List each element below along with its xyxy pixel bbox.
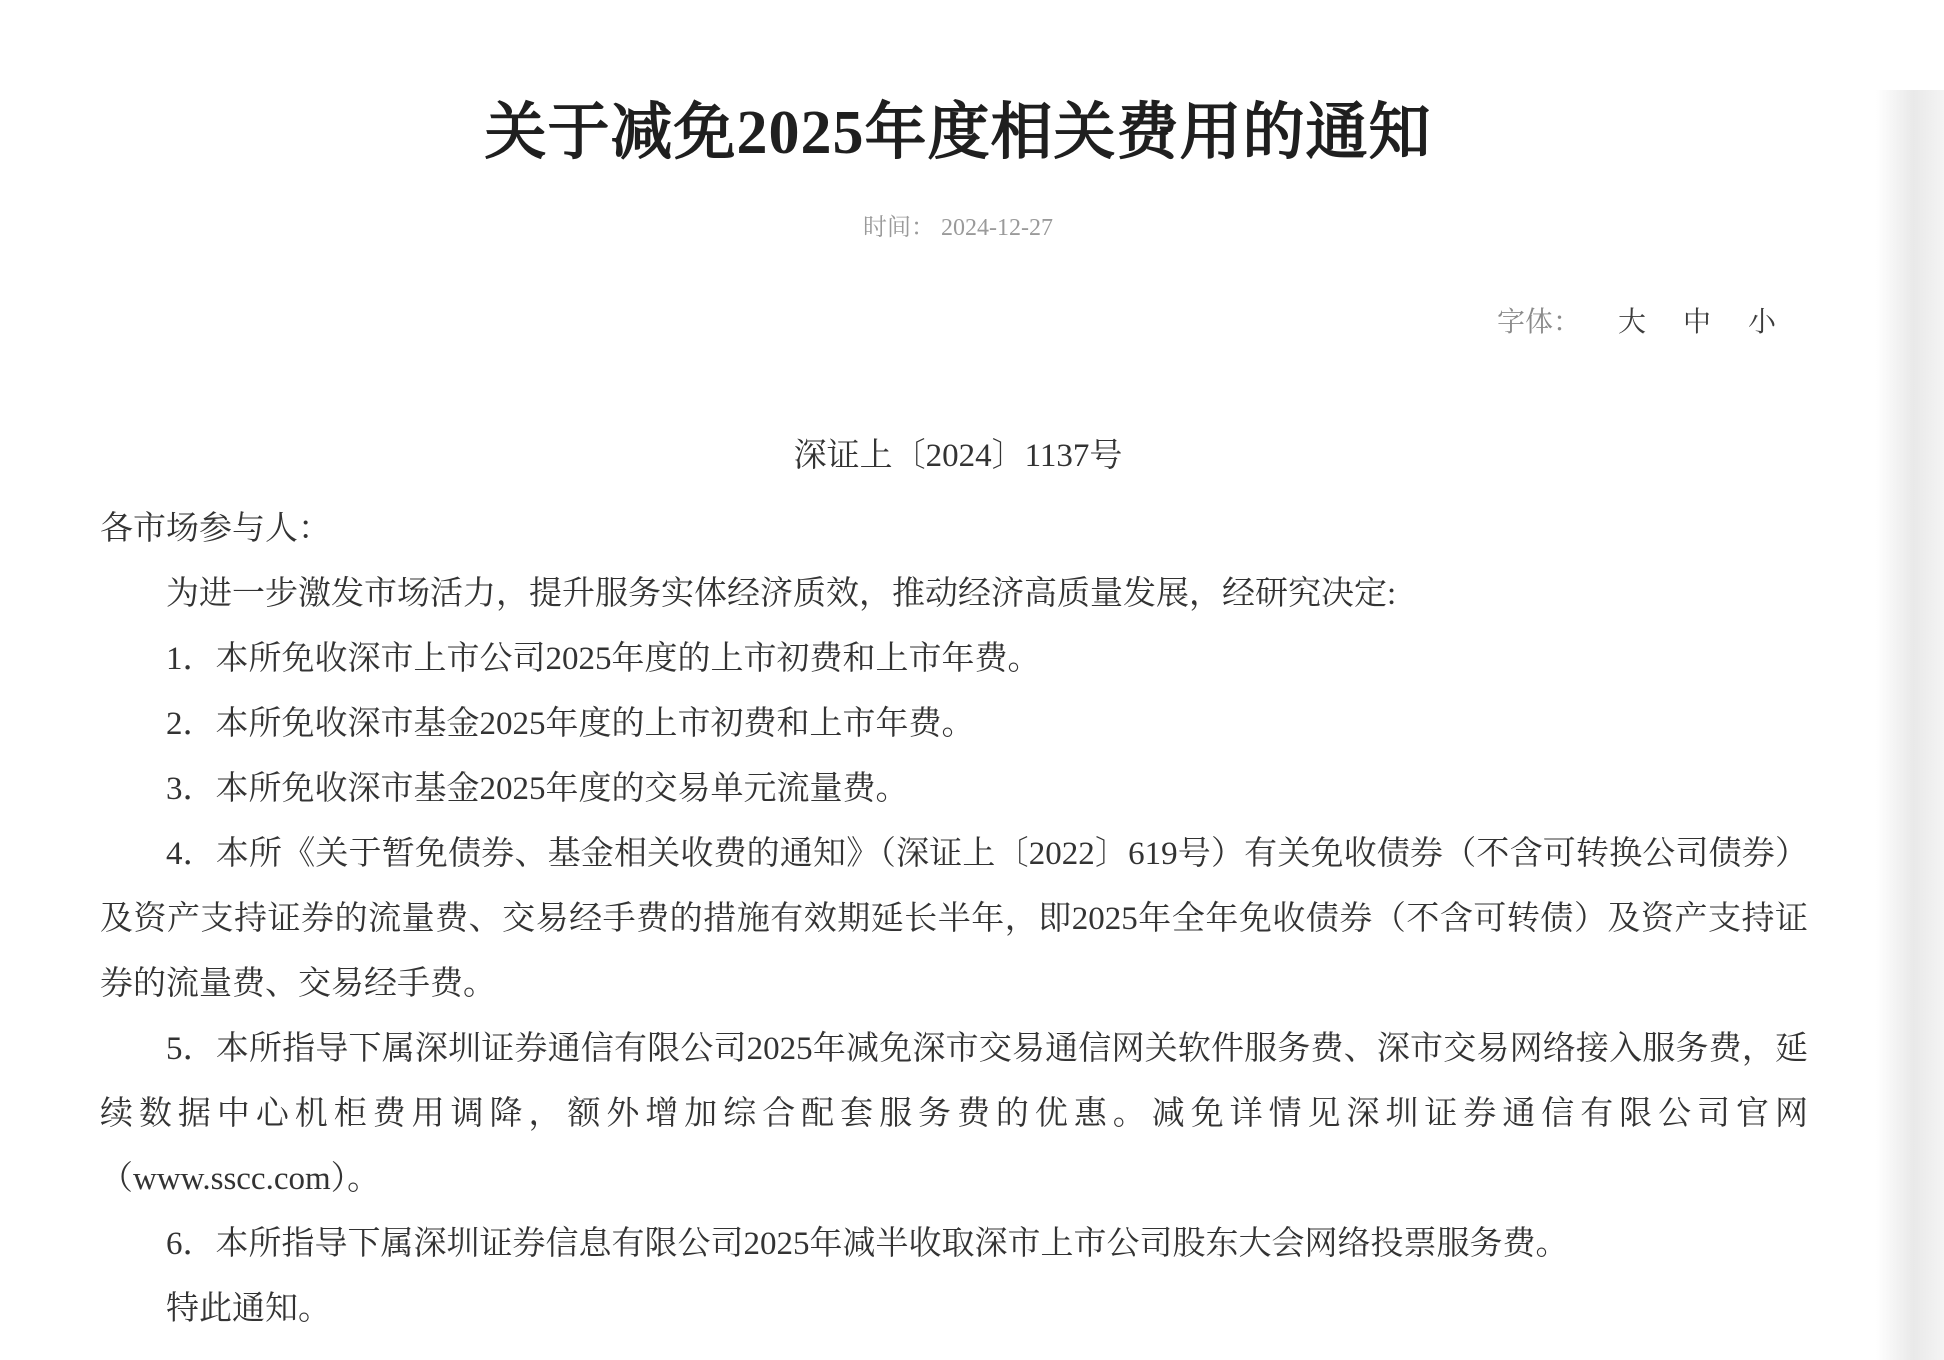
font-size-label: 字体： [1496, 307, 1581, 338]
page-title: 关于减免2025年度相关费用的通知 [484, 99, 1432, 167]
publish-time-row [0, 211, 1876, 245]
font-size-small-button[interactable]: 小 [1747, 307, 1776, 338]
page-edge-shadow [1876, 90, 1944, 1360]
publish-time-label: 时间： [863, 215, 935, 241]
document-number: 深证上〔2024〕1137号 [793, 438, 1123, 474]
salutation: 各市场参与人： [100, 511, 331, 547]
font-size-switcher [0, 303, 1876, 343]
closing-line: 特此通知。 [166, 1291, 331, 1327]
notice-document [0, 90, 1876, 1342]
font-size-medium-button[interactable]: 中 [1682, 307, 1711, 338]
notice-item-6: 6．本所指导下属深圳证券信息有限公司2025年减半收取深市上市公司股东大会网络投票服务费。 [166, 1226, 1569, 1262]
document-body [0, 497, 1876, 1342]
publish-time-value: 2024-12-27 [941, 215, 1053, 241]
notice-item-3: 3．本所免收深市基金2025年度的交易单元流量费。 [166, 771, 909, 807]
notice-item-2: 2．本所免收深市基金2025年度的上市初费和上市年费。 [166, 706, 975, 742]
paragraph-intro: 为进一步激发市场活力，提升服务实体经济质效，推动经济高质量发展，经研究决定: [166, 576, 1397, 612]
notice-item-1: 1．本所免收深市上市公司2025年度的上市初费和上市年费。 [166, 641, 1041, 677]
notice-item-5: 5．本所指导下属深圳证券通信有限公司2025年减免深市交易通信网关软件服务费、深市交易网络接入服务费，延续数据中心机柜费用调降，额外增加综合配套服务费的优惠。减免详情见深圳证券通信有限公司官网（www.sscc.com）。 [100, 1031, 1808, 1197]
font-size-large-button[interactable]: 大 [1617, 307, 1646, 338]
notice-item-4: 4．本所《关于暂免债券、基金相关收费的通知》（深证上〔2022〕619号）有关免收债券（不含可转换公司债券）及资产支持证券的流量费、交易经手费的措施有效期延长半年，即2025年全年免收债券（不含可转债）及资产支持证券的流量费、交易经手费。 [100, 836, 1808, 1002]
